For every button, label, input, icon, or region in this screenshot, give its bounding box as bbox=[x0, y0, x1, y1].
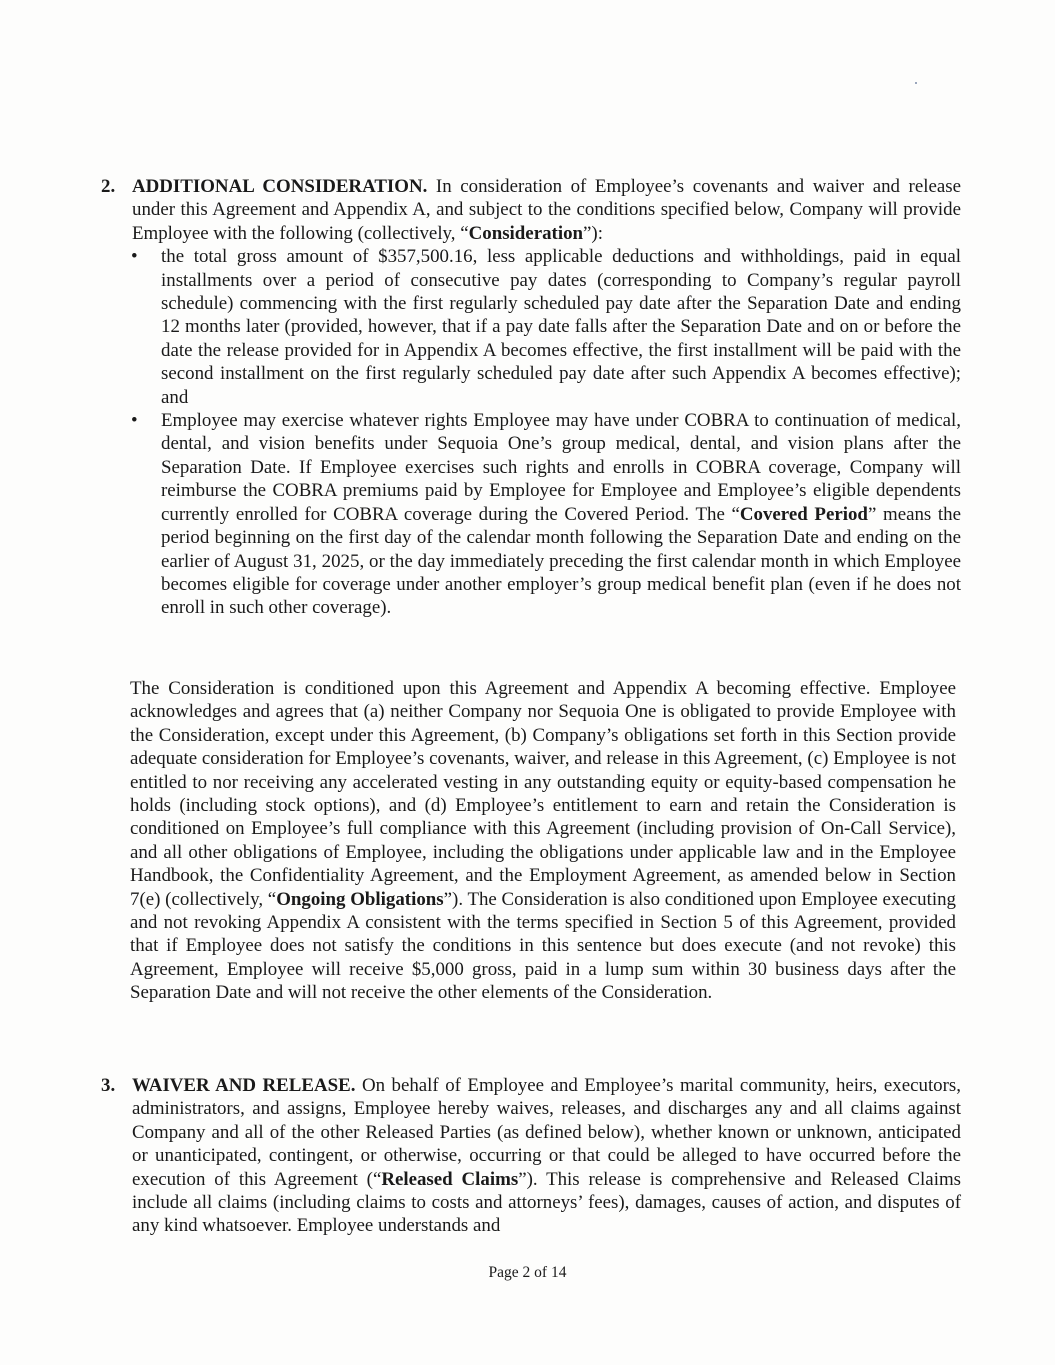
defined-term-released-claims: Released Claims bbox=[381, 1168, 519, 1190]
section-3-tail: ”). This release is comprehensive and Released Claims include all claims (including claims to costs and attorneys’ fees), damages, causes of action, and disputes of any kind whatsoever. Employee understands and bbox=[132, 1168, 961, 1237]
list-item-cobra-tail: ” means the period beginning on the first day of the calendar month following the Separation Date and ending on the earlier of August 31, 2025, or the day immediately preceding the first calendar month in which Employee becomes eligible for coverage under another employer’s group medical benefit plan (even if he does not enroll in such other coverage). bbox=[161, 503, 962, 619]
defined-term-covered-period: Covered Period bbox=[739, 503, 868, 525]
section-2-number: 2. bbox=[101, 176, 116, 197]
section-2 bbox=[101, 175, 961, 620]
section-3-text: On behalf of Employee and Employee’s marital community, heirs, executors, administrators, and assigns, Employee hereby waives, releases, and discharges any and all claims against Company and all of the other Released Parties (as defined below), whether known or unknown, anticipated or unanticipated, contingent, or otherwise, occurring or that could be alleged to have occurred before the execution of this Agreement (“ bbox=[132, 1075, 961, 1190]
section-2-conditions-paragraph bbox=[130, 677, 956, 1005]
defined-term-ongoing-obligations: Ongoing Obligations bbox=[276, 888, 444, 910]
defined-term-consideration: Consideration bbox=[468, 222, 584, 244]
conditions-text: The Consideration is conditioned upon this Agreement and Appendix A becoming effective. Employee acknowledges and agrees that (a) neither Company nor Sequoia One is obligated to provide Employee with the Consideration, except under this Agreement, (b) Company’s obligations set forth in this Section provide adequate consideration for Employee’s covenants, waiver, and release in this Agreement, (c) Employee is not entitled to nor receiving any accelerated vesting in any outstanding equity or equity-based compensation he holds (including stock options), and (d) Employee’s entitlement to earn and retain the Consideration is conditioned on Employee’s full compliance with this Agreement (including provision of On-Call Service), and all other obligations of Employee, including the obligations under applicable law and in the Employee Handbook, the Confidentiality Agreement, and the Employment Agreement, as amended below in Section 7(e) (collectively, “ bbox=[130, 678, 956, 910]
section-3-number: 3. bbox=[101, 1075, 116, 1096]
section-2-intro-tail: ”): bbox=[583, 222, 603, 244]
section-3-body bbox=[132, 1074, 961, 1238]
consideration-list bbox=[131, 245, 962, 620]
conditions-tail: ”). The Consideration is also conditioned upon Employee executing and not revoking Appendix A consistent with the terms specified in Section 5 of this Agreement, provided that if Employee does not satisfy the conditions in this sentence but does execute (and not revoke) this Agreement, Employee will receive $5,000 gross, paid in a lump sum within 30 business days after the Separation Date and will not receive the other elements of the Consideration. bbox=[130, 888, 956, 1004]
section-2-heading: ADDITIONAL CONSIDERATION. bbox=[132, 176, 428, 197]
bullet-icon: • bbox=[131, 246, 138, 268]
list-item-cobra-text: Employee may exercise whatever rights Employee may have under COBRA to continuation of medical, dental, and vision benefits under Sequoia One’s group medical, dental, and vision plans after the Separation Date. If Employee exercises such rights and enrolls in COBRA coverage, Company will reimburse the COBRA premiums paid by Employee for Employee and Employee’s eligible dependents currently enrolled for COBRA coverage during the Covered Period. The “ bbox=[161, 410, 961, 525]
list-item-payment-text: the total gross amount of $357,500.16, less applicable deductions and withholdings, paid in equal installments over a period of consecutive pay dates (corresponding to Company’s regular payroll schedule) commencing with the first regularly scheduled pay date after the Separation Date and ending 12 months later (provided, however, that if a pay date falls after the Separation Date and on or before the date the release provided for in Appendix A becomes effective, the first installment will be paid with the second installment on the first regularly scheduled pay date after such Appendix A becomes effective); and bbox=[161, 246, 961, 408]
list-item-payment bbox=[131, 245, 961, 409]
scan-speck bbox=[915, 82, 917, 84]
section-2-intro bbox=[132, 175, 961, 245]
page-number: Page 2 of 14 bbox=[488, 1264, 567, 1281]
section-3-heading: WAIVER AND RELEASE. bbox=[132, 1075, 356, 1096]
bullet-icon: • bbox=[131, 410, 138, 432]
section-3 bbox=[101, 1074, 961, 1238]
list-item-cobra bbox=[131, 409, 962, 620]
section-2-intro-text: In consideration of Employee’s covenants and waiver and release under this Agreement and Appendix A, and subject to the conditions specified below, Company will provide Employee with the following (collectively, “ bbox=[132, 176, 961, 244]
